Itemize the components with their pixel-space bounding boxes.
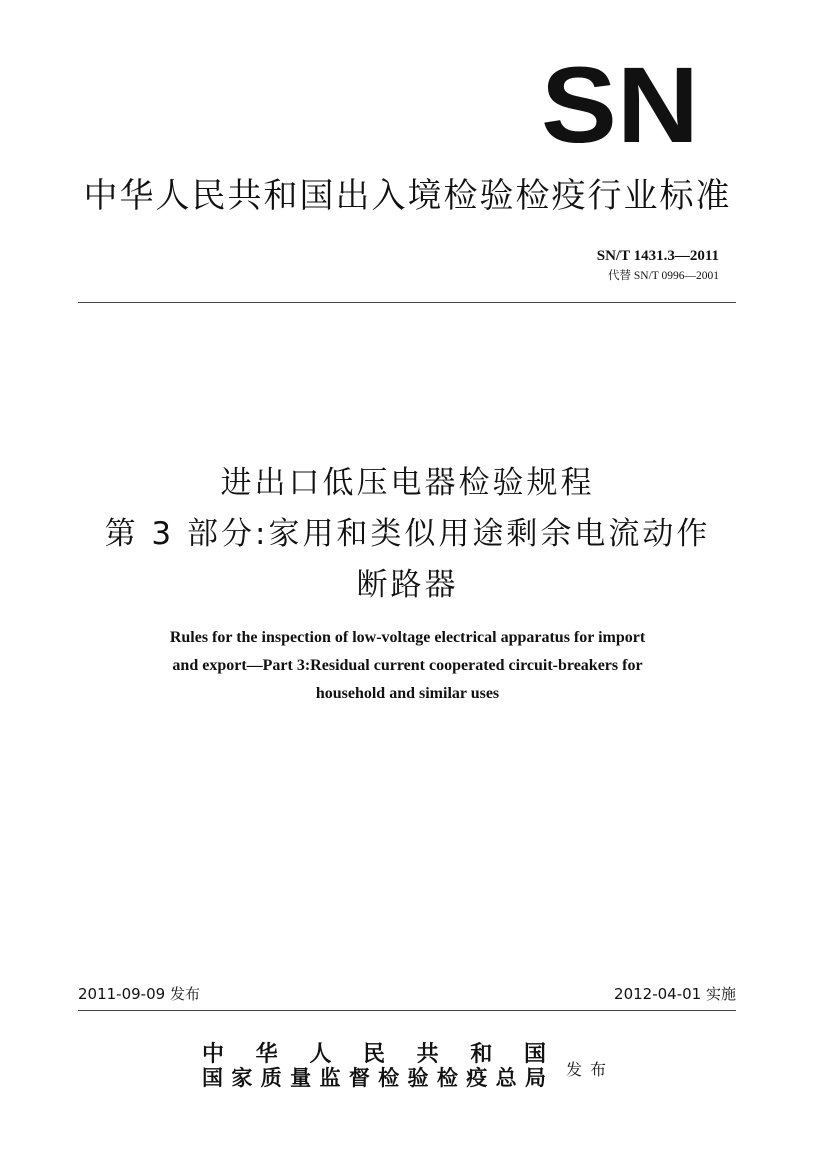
english-title-line-3: household and similar uses: [315, 685, 500, 702]
svg-text:SN: SN: [541, 58, 699, 148]
sn-logo-graphic: [540, 58, 700, 148]
replaces-standard: 代替 SN/T 0996—2001: [608, 270, 719, 282]
publisher-line-2: 国 家 质 量 监 督 检 验 检 疫 总 局: [202, 1065, 546, 1090]
organization-title: 中华人民共和国出入境检验检疫行业标准: [83, 176, 732, 216]
chinese-title-line-1: 进出口低压电器检验规程: [220, 465, 595, 501]
implementation-date: 2012-04-01 实施: [614, 985, 736, 1003]
top-divider: [78, 302, 736, 303]
chinese-title-line-2: 第 3 部分:家用和类似用途剩余电流动作: [104, 516, 711, 552]
english-title-line-2: and export—Part 3:Residual current cooperated circuit-breakers for: [172, 657, 643, 674]
publisher-suffix: 发布: [566, 1060, 615, 1079]
publisher-line-1: 中 华 人 民 共 和 国: [202, 1041, 546, 1067]
issue-date: 2011-09-09 发布: [78, 985, 200, 1003]
sn-logo: [540, 58, 700, 148]
chinese-title-line-3: 断路器: [356, 567, 459, 603]
english-title-line-1: Rules for the inspection of low-voltage electrical apparatus for import: [169, 629, 646, 646]
bottom-divider: [78, 1010, 736, 1011]
standard-code: SN/T 1431.3—2011: [596, 248, 719, 264]
